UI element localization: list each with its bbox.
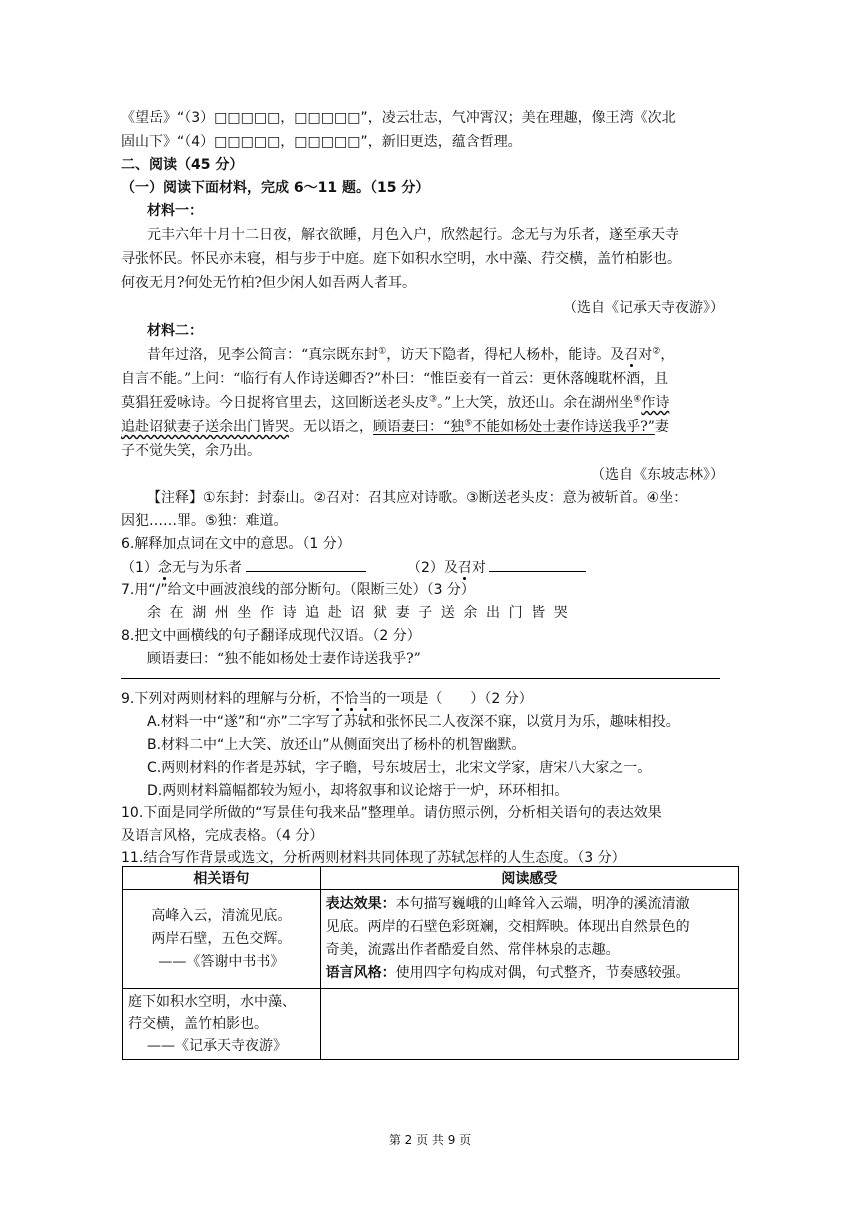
section-2-title: 二、阅读（45 分） [121,157,244,173]
m2-text: 昔年过洛，见李公简言：“真宗既东封 [147,347,379,363]
question-7-stem: 7.用“/”给文中画波浪线的部分断句。（限断三处）（3 分） [121,582,475,598]
answer-line-8[interactable] [121,678,720,679]
m2-text: 莫猖狂爱咏诗。今日捉将官里去，这回断送老头皮 [121,395,429,411]
note-ref-5: ⑤ [464,418,473,429]
question-7-text[interactable]: 余在湖州坐作诗追赴诏狱妻子送余出门皆哭 [147,605,577,621]
answer-blank-6-1[interactable] [246,556,366,572]
wavy-underlined-text: 作诗 [641,395,670,411]
material-2-line-1 [147,344,674,364]
row2-sentence-cell [123,989,321,1060]
material-1-line-2: 寻张怀民。怀民亦未寝，相与步于中庭。庭下如积水空明，水中藻、荇交横，盖竹柏影也。 [121,251,681,267]
material-2-line-2: 自言不能。”上问：“临行有人作诗送卿否?”朴曰：“惟臣妾有一首云：更休落魄耽杯酒，且 [121,371,669,387]
material-1-label: 材料一： [147,203,203,219]
header-reading-feeling: 阅读感受 [320,867,738,890]
question-11-stem: 11.结合写作背景或选文，分析两则材料共同体现了苏轼怎样的人生态度。（3 分） [121,850,626,866]
wavy-underlined-text: 追赴诏狱妻子送余出门皆哭 [121,419,289,435]
note-ref-3: ③ [429,394,438,405]
dotted-word-zhao: 召 [624,347,639,363]
answer-blank-6-2[interactable] [489,556,586,572]
row1-source: ——《答谢中书书》 [158,953,285,970]
material-1-line-3: 何夜无月?何处无竹柏?但少闲人如吾两人者耳。 [121,275,417,291]
question-6-item-2: （2）及召对 [407,556,586,577]
part-1-title: （一）阅读下面材料，完成 6～11 题。（15 分） [121,180,430,196]
option-b[interactable]: B.材料二中“上大笑、放还山”从侧面突出了杨朴的机智幽默。 [147,737,526,753]
m2-text: ， [660,347,675,363]
table-row [123,989,739,1060]
effect-label: 表达效果： [325,896,396,912]
question-9-stem: 9.下列对两则材料的理解与分析，不恰当的一项是（ ）（2 分） [121,691,533,707]
material-1-source: （选自《记承天寺夜游》） [563,300,724,316]
question-6-stem: 6.解释加点词在文中的意思。（1 分） [121,536,351,552]
row2-sentence-line: 庭下如积水空明，水中藻、 [128,994,296,1010]
material-2-label: 材料二： [147,323,203,339]
dotted-word-zhao: 召 [457,560,472,576]
table-header-row [123,867,739,890]
style-text: 使用四字句构成对偶，句式整齐，节奏感较强。 [395,965,690,981]
effect-text: 见底。两岸的石壁色彩斑斓，交相辉映。体现出自然景色的 [325,919,690,935]
note-ref-1: ① [378,346,387,357]
notes-line-2: 因犯……罪。⑤独：难道。 [121,513,288,529]
question-8-text: 顾语妻曰：“独不能如杨处士妻作诗送我乎?” [147,651,421,667]
question-10-line-2: 及语言风格，完成表格。（4 分） [121,828,324,844]
row1-feeling-cell [320,890,738,989]
m2-text: ，访天下隐者，得杞人杨朴，能诗。及 [386,347,625,363]
row1-sentence-line: 两岸石壁，五色交辉。 [151,930,292,947]
dotted-char: 不 [330,691,345,707]
dotted-char: 当 [358,691,373,707]
row2-sentence-line: 荇交横，盖竹柏影也。 [128,1016,268,1032]
poem-line-1: 《望岳》“（3）□□□□□，□□□□□”，凌云壮志，气冲霄汉；美在理趣，像王湾《次北 [121,110,676,126]
page-footer: 第 2 页 共 9 页 [388,1133,472,1147]
material-2-line-5: 子不觉失笑，余乃出。 [121,443,261,459]
option-a[interactable]: A.材料一中“遂”和“亦”二字写了苏轼和张怀民二人夜深不寐，以赏月为乐，趣味相投。 [147,714,680,730]
m2-text: 妻 [654,419,669,435]
question-6-item-1: （1）念无与为乐者 [121,556,366,577]
question-8-stem: 8.把文中画横线的句子翻译成现代汉语。（2 分） [121,628,421,644]
dotted-word-nian: 念 [157,560,172,576]
note-ref-2: ② [652,346,661,357]
option-c[interactable]: C.两则材料的作者是苏轼，字子瞻，号东坡居士，北宋文学家，唐宋八大家之一。 [147,760,652,776]
material-1-line-1: 元丰六年十月十二日夜，解衣欲睡，月色入户，欣然起行。念无与为乐者，遂至承天寺 [147,227,679,243]
material-2-line-4 [121,416,669,436]
row2-source: ——《记承天寺夜游》 [147,1038,287,1054]
poem-line-2: 固山下》“（4）□□□□□，□□□□□”，新旧更迭，蕴含哲理。 [121,134,522,150]
m2-text: 。无以语之， [289,419,373,435]
table-row [123,890,739,989]
effect-text: 本句描写巍峨的山峰耸入云端，明净的溪流清澈 [395,896,690,912]
underlined-sentence: 顾语妻曰：“独⑤不能如杨处士妻作诗送我乎?” [373,418,655,435]
question-10-line-1: 10.下面是同学所做的“写景佳句我来品”整理单。请仿照示例，分析相关语句的表达效果 [121,805,662,821]
reading-table [122,866,739,1060]
m2-text: 。”上大笑，放还山。余在湖州坐 [437,395,634,411]
effect-text: 奇美，流露出作者酷爱自然、常伴林泉的志趣。 [325,942,620,958]
notes-line-1: 【注释】①东封：封泰山。②召对：召其应对诗歌。③断送老头皮：意为被斩首。④坐： [147,490,688,506]
style-label: 语言风格： [325,965,396,981]
note-ref-4: ④ [633,394,642,405]
row2-answer-cell[interactable] [320,989,738,1060]
row1-sentence-line: 高峰入云，清流见底。 [151,907,292,924]
material-2-line-3 [121,392,669,412]
material-2-source: （选自《东坡志林》） [591,467,724,483]
row1-sentence-cell [123,890,321,989]
m2-text: 对 [638,347,653,363]
dotted-char: 恰 [344,691,359,707]
option-d[interactable]: D.两则材料篇幅都较为短小，却将叙事和议论熔于一炉，环环相扣。 [147,783,569,799]
header-related-sentence: 相关语句 [123,867,321,890]
